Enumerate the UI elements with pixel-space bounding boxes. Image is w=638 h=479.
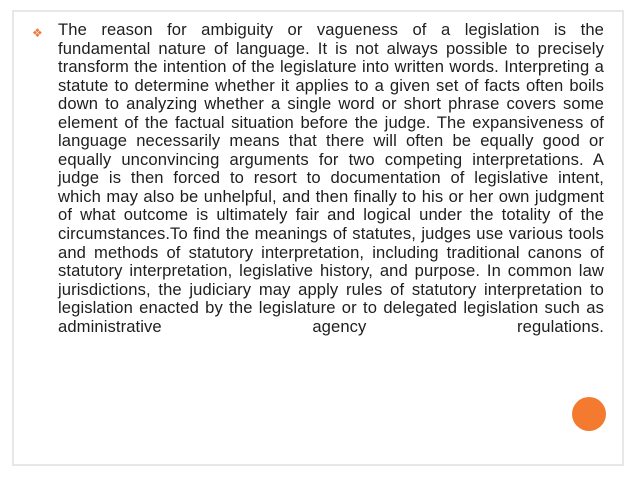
diamond-bullet-icon: ❖ [32,26,43,40]
orange-circle-decoration [572,397,606,431]
bullet-item [30,21,604,336]
body-paragraph: The reason for ambiguity or vagueness of a legislation is the fundamental nature of language. It is not always possible to precisely transform the intention of the legislature into written words. Interpreting a statute to determine whether it applies to a given set of facts often boils down to analyzing whether a single word or short phrase covers some element of the factual situation before the judge. The expansiveness of language necessarily means that there will often be equally good or equally unconvincing arguments for two competing interpretations. A judge is then forced to resort to documentation of legislative intent, which may also be unhelpful, and then finally to his or her own judgment of what outcome is ultimately fair and logical under the totality of the circumstances.To find the meanings of statutes, judges use various tools and methods of statutory interpretation, including traditional canons of statutory interpretation, legislative history, and purpose. In common law jurisdictions, the judiciary may apply rules of statutory interpretation to legislation enacted by the legislature or to delegated legislation such as administrative agency regulations. [58,20,604,336]
